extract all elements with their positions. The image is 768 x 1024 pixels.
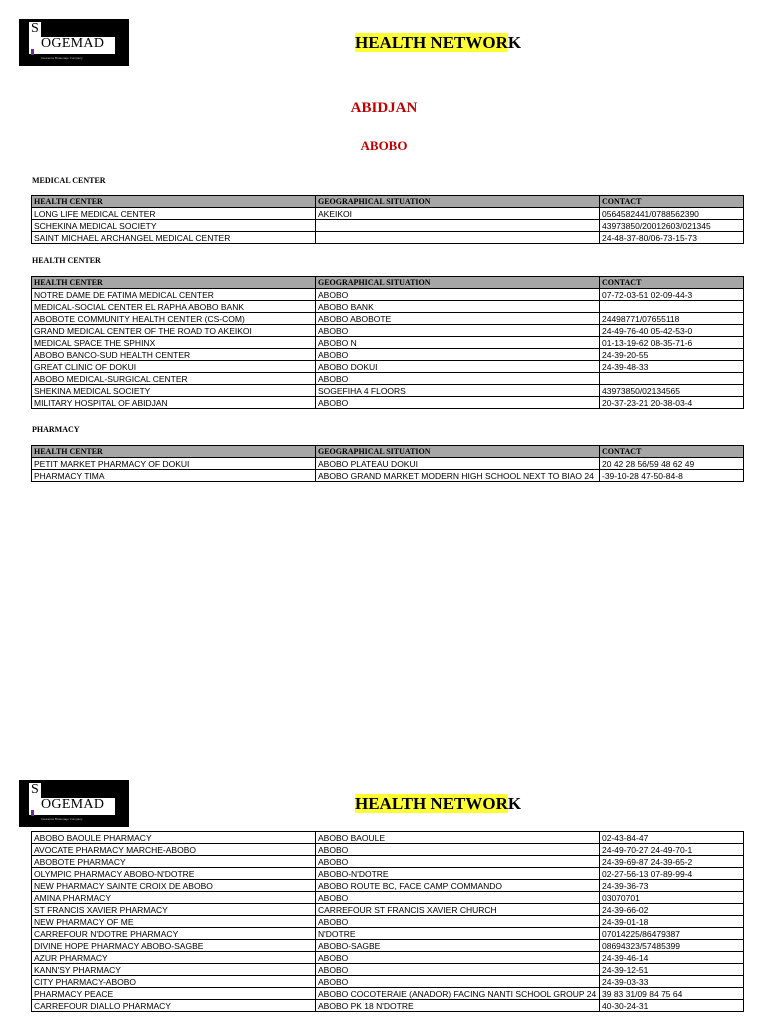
cell: 24-39-01-18 (600, 916, 744, 928)
table-row (32, 313, 744, 325)
cell: 24-39-48-33 (600, 361, 744, 373)
table-row (32, 385, 744, 397)
cell: ABOBO ABOBOTE (316, 313, 600, 325)
table-row (32, 458, 744, 470)
cell: PHARMACY TIMA (32, 470, 316, 482)
cell (316, 232, 600, 244)
cell: 24-39-12-51 (600, 964, 744, 976)
table-row (32, 976, 744, 988)
column-header: CONTACT (600, 196, 744, 208)
column-header: HEALTH CENTER (32, 277, 316, 289)
cell: 43973850/02134565 (600, 385, 744, 397)
sogemad-logo: S OGEMAD Insurance Brokerage Company (19, 19, 129, 66)
cell: ABOBO (316, 976, 600, 988)
table-row (32, 940, 744, 952)
cell: ABOBO MEDICAL-SURGICAL CENTER (32, 373, 316, 385)
cell: NOTRE DAME DE FATIMA MEDICAL CENTER (32, 289, 316, 301)
cell: LONG LIFE MEDICAL CENTER (32, 208, 316, 220)
cell (600, 373, 744, 385)
cell: ST FRANCIS XAVIER PHARMACY (32, 904, 316, 916)
cell: ABOBO ROUTE BC, FACE CAMP COMMANDO (316, 880, 600, 892)
table-row (32, 868, 744, 880)
column-header: GEOGRAPHICAL SITUATION (316, 277, 600, 289)
cell: ABOBO (316, 397, 600, 409)
table-row (32, 289, 744, 301)
table-row (32, 844, 744, 856)
cell: ABOBO (316, 856, 600, 868)
cell: GREAT CLINIC OF DOKUI (32, 361, 316, 373)
cell: SCHEKINA MEDICAL SOCIETY (32, 220, 316, 232)
cell: NEW PHARMACY OF ME (32, 916, 316, 928)
cell: AKEIKOI (316, 208, 600, 220)
cell: 02-27-56-13 07-89-99-4 (600, 868, 744, 880)
table-row (32, 892, 744, 904)
cell: SHEKINA MEDICAL SOCIETY (32, 385, 316, 397)
cell: ABOBO (316, 952, 600, 964)
medical-center-table (31, 195, 744, 244)
cell: 24-39-46-14 (600, 952, 744, 964)
cell: ABOBO (316, 349, 600, 361)
cell: 0564582441/0788562390 (600, 208, 744, 220)
column-header: HEALTH CENTER (32, 196, 316, 208)
page-title: HEALTH NETWORK (355, 794, 522, 813)
cell: CITY PHARMACY-ABOBO (32, 976, 316, 988)
cell: MILITARY HOSPITAL OF ABIDJAN (32, 397, 316, 409)
cell: AMINA PHARMACY (32, 892, 316, 904)
cell: -39-10-28 47-50-84-8 (600, 470, 744, 482)
cell: ABOBO (316, 892, 600, 904)
column-header: GEOGRAPHICAL SITUATION (316, 196, 600, 208)
cell: ABOBO-SAGBE (316, 940, 600, 952)
table-row (32, 301, 744, 313)
cell: GRAND MEDICAL CENTER OF THE ROAD TO AKEIKOI (32, 325, 316, 337)
table-row (32, 1000, 744, 1012)
table-row (32, 220, 744, 232)
cell: 07-72-03-51 02-09-44-3 (600, 289, 744, 301)
cell: PHARMACY PEACE (32, 988, 316, 1000)
cell: 24498771/07655118 (600, 313, 744, 325)
table-row (32, 232, 744, 244)
cell: ABOBO N (316, 337, 600, 349)
cell: 24-49-76-40 05-42-53-0 (600, 325, 744, 337)
table-row (32, 832, 744, 844)
cell: NEW PHARMACY SAINTE CROIX DE ABOBO (32, 880, 316, 892)
cell: SAINT MICHAEL ARCHANGEL MEDICAL CENTER (32, 232, 316, 244)
table-row (32, 916, 744, 928)
table-row (32, 988, 744, 1000)
table-row (32, 952, 744, 964)
table-row (32, 880, 744, 892)
cell: ABOBOTE COMMUNITY HEALTH CENTER (CS-COM) (32, 313, 316, 325)
pharmacy-table-continued (31, 831, 744, 1012)
cell: 03070701 (600, 892, 744, 904)
table-row (32, 361, 744, 373)
cell: ABOBO (316, 964, 600, 976)
table-row (32, 349, 744, 361)
cell: ABOBO PK 18 N'DOTRE (316, 1000, 600, 1012)
section-label: MEDICAL CENTER (32, 176, 106, 185)
cell: 24-48-37-80/06-73-15-73 (600, 232, 744, 244)
cell: DIVINE HOPE PHARMACY ABOBO-SAGBE (32, 940, 316, 952)
table-row (32, 337, 744, 349)
health-center-table (31, 276, 744, 409)
table-row (32, 964, 744, 976)
column-header: HEALTH CENTER (32, 446, 316, 458)
table-row (32, 325, 744, 337)
cell: CARREFOUR N'DOTRE PHARMACY (32, 928, 316, 940)
cell: KANN'SY PHARMACY (32, 964, 316, 976)
cell: N'DOTRE (316, 928, 600, 940)
cell: 24-39-03-33 (600, 976, 744, 988)
cell: 20-37-23-21 20-38-03-4 (600, 397, 744, 409)
cell: ABOBO PLATEAU DOKUI (316, 458, 600, 470)
column-header: CONTACT (600, 277, 744, 289)
cell: ABOBO (316, 325, 600, 337)
pharmacy-table (31, 445, 744, 482)
page-title: HEALTH NETWORK (355, 33, 522, 52)
column-header: CONTACT (600, 446, 744, 458)
cell: 40-30-24-31 (600, 1000, 744, 1012)
cell: ABOBO COCOTERAIE (ANADOR) FACING NANTI SCHOOL GROUP 24 (316, 988, 600, 1000)
cell: PETIT MARKET PHARMACY OF DOKUI (32, 458, 316, 470)
cell: 24-49-70-27 24-49-70-1 (600, 844, 744, 856)
table-row (32, 373, 744, 385)
cell: 24-39-20-55 (600, 349, 744, 361)
cell: 02-43-84-47 (600, 832, 744, 844)
table-row (32, 208, 744, 220)
cell: 01-13-19-62 08-35-71-6 (600, 337, 744, 349)
cell: 43973850/20012603/021345 (600, 220, 744, 232)
cell: ABOBO-N'DOTRE (316, 868, 600, 880)
table-row (32, 856, 744, 868)
cell: ABOBO (316, 289, 600, 301)
cell: ABOBO BANK (316, 301, 600, 313)
cell: 24-39-36-73 (600, 880, 744, 892)
cell: ABOBO BAOULE (316, 832, 600, 844)
table-row (32, 397, 744, 409)
cell: 24-39-66-02 (600, 904, 744, 916)
cell: 39 83 31/09 84 75 64 (600, 988, 744, 1000)
district-heading: ABOBO (360, 138, 408, 153)
cell: AVOCATE PHARMACY MARCHE-ABOBO (32, 844, 316, 856)
cell: ABOBO BAOULE PHARMACY (32, 832, 316, 844)
cell: ABOBO (316, 844, 600, 856)
cell: SOGEFIHA 4 FLOORS (316, 385, 600, 397)
column-header: GEOGRAPHICAL SITUATION (316, 446, 600, 458)
cell: OLYMPIC PHARMACY ABOBO-N'DOTRE (32, 868, 316, 880)
cell: 20 42 28 56/59 48 62 49 (600, 458, 744, 470)
cell: ABOBO GRAND MARKET MODERN HIGH SCHOOL NEXT TO BIAO 24 (316, 470, 600, 482)
cell: ABOBO BANCO-SUD HEALTH CENTER (32, 349, 316, 361)
cell: ABOBO (316, 916, 600, 928)
cell: 08694323/57485399 (600, 940, 744, 952)
city-heading: ABIDJAN (350, 100, 418, 116)
table-row (32, 904, 744, 916)
cell: AZUR PHARMACY (32, 952, 316, 964)
cell (316, 220, 600, 232)
section-label: PHARMACY (32, 425, 80, 434)
cell: 07014225/86479387 (600, 928, 744, 940)
table-row (32, 470, 744, 482)
cell: CARREFOUR DIALLO PHARMACY (32, 1000, 316, 1012)
cell: ABOBO (316, 373, 600, 385)
section-label: HEALTH CENTER (32, 256, 101, 265)
cell: MEDICAL SPACE THE SPHINX (32, 337, 316, 349)
table-row (32, 928, 744, 940)
cell: ABOBOTE PHARMACY (32, 856, 316, 868)
cell: 24-39-69-87 24-39-65-2 (600, 856, 744, 868)
sogemad-logo: S OGEMAD Insurance Brokerage Company (19, 780, 129, 827)
cell: CARREFOUR ST FRANCIS XAVIER CHURCH (316, 904, 600, 916)
cell: ABOBO DOKUI (316, 361, 600, 373)
cell (600, 301, 744, 313)
cell: MEDICAL-SOCIAL CENTER EL RAPHA ABOBO BANK (32, 301, 316, 313)
